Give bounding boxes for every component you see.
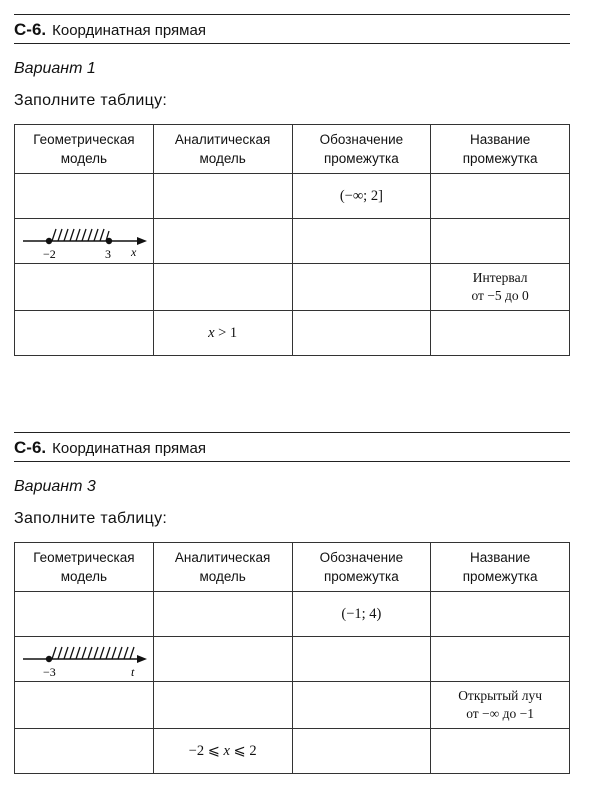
cell-notation: (−1; 4) (292, 592, 431, 637)
header-rule (14, 461, 570, 462)
header-interval-notation: Обозначение промежутка (292, 543, 431, 592)
cell-geometric-empty[interactable] (15, 174, 154, 219)
cell-geometric-empty[interactable] (15, 264, 154, 311)
cell-analytic: −2 ⩽ x ⩽ 2 (153, 729, 292, 774)
table-row (15, 637, 570, 682)
cell-name-empty[interactable] (431, 174, 570, 219)
variant-title: Вариант 3 (14, 478, 96, 495)
cell-name-empty[interactable] (431, 637, 570, 682)
exercise-code: С-6. (14, 438, 47, 457)
cell-notation-empty[interactable] (292, 311, 431, 356)
instruction-text: Заполните таблицу: (14, 510, 168, 527)
cell-analytic: x > 1 (153, 311, 292, 356)
instruction-text: Заполните таблицу: (14, 92, 168, 109)
table-row (15, 592, 570, 637)
axis-label-left: −2 (42, 247, 56, 261)
number-line-figure (19, 221, 149, 261)
hatching (52, 229, 109, 241)
axis-arrow-icon (137, 237, 147, 245)
cell-analytic-empty[interactable] (153, 174, 292, 219)
table-header-row (15, 543, 570, 592)
axis-variable-label: x (130, 245, 137, 259)
cell-analytic-empty[interactable] (153, 637, 292, 682)
hatching (52, 647, 134, 659)
cell-analytic-empty[interactable] (153, 682, 292, 729)
cell-geometric-empty[interactable] (15, 729, 154, 774)
cell-notation-empty[interactable] (292, 729, 431, 774)
variant-title: Вариант 1 (14, 60, 96, 77)
header-geometric-model: Геометрическая модель (15, 125, 154, 174)
section-header (14, 15, 570, 43)
exercise-topic: Координатная прямая (52, 440, 206, 457)
cell-geometric-number-line (15, 219, 154, 264)
exercise-code: С-6. (14, 20, 47, 39)
cell-notation: (−∞; 2] (292, 174, 431, 219)
worksheet-section-variant-3 (14, 432, 570, 774)
header-interval-notation: Обозначение промежутка (292, 125, 431, 174)
closed-point-right (106, 238, 112, 244)
cell-notation-empty[interactable] (292, 264, 431, 311)
task-table (14, 542, 570, 774)
cell-name: Открытый луч от −∞ до −1 (431, 682, 570, 729)
closed-point-left (46, 238, 52, 244)
header-analytic-model: Аналитическая модель (153, 125, 292, 174)
header-geometric-model: Геометрическая модель (15, 543, 154, 592)
header-rule (14, 43, 570, 44)
table-row (15, 264, 570, 311)
axis-variable-label: t (130, 665, 135, 679)
cell-name-empty[interactable] (431, 311, 570, 356)
cell-analytic-empty[interactable] (153, 264, 292, 311)
axis-label-left: −3 (42, 665, 56, 679)
cell-analytic-empty[interactable] (153, 219, 292, 264)
axis-arrow-icon (137, 655, 147, 663)
table-header-row (15, 125, 570, 174)
table-row (15, 682, 570, 729)
cell-geometric-empty[interactable] (15, 682, 154, 729)
cell-analytic-empty[interactable] (153, 592, 292, 637)
cell-notation-empty[interactable] (292, 682, 431, 729)
cell-name-empty[interactable] (431, 729, 570, 774)
number-line-figure (19, 639, 149, 679)
cell-name-empty[interactable] (431, 219, 570, 264)
task-table (14, 124, 570, 356)
exercise-topic: Координатная прямая (52, 22, 206, 39)
table-row (15, 311, 570, 356)
axis-label-right: 3 (104, 247, 111, 261)
header-interval-name: Название промежутка (431, 543, 570, 592)
table-row (15, 729, 570, 774)
cell-geometric-empty[interactable] (15, 311, 154, 356)
table-row (15, 174, 570, 219)
worksheet-section-variant-1 (14, 14, 570, 356)
section-header (14, 433, 570, 461)
header-analytic-model: Аналитическая модель (153, 543, 292, 592)
header-interval-name: Название промежутка (431, 125, 570, 174)
cell-name-empty[interactable] (431, 592, 570, 637)
cell-notation-empty[interactable] (292, 219, 431, 264)
cell-notation-empty[interactable] (292, 637, 431, 682)
cell-name: Интервал от −5 до 0 (431, 264, 570, 311)
cell-geometric-empty[interactable] (15, 592, 154, 637)
closed-point-left (46, 656, 52, 662)
table-row (15, 219, 570, 264)
cell-geometric-number-line (15, 637, 154, 682)
